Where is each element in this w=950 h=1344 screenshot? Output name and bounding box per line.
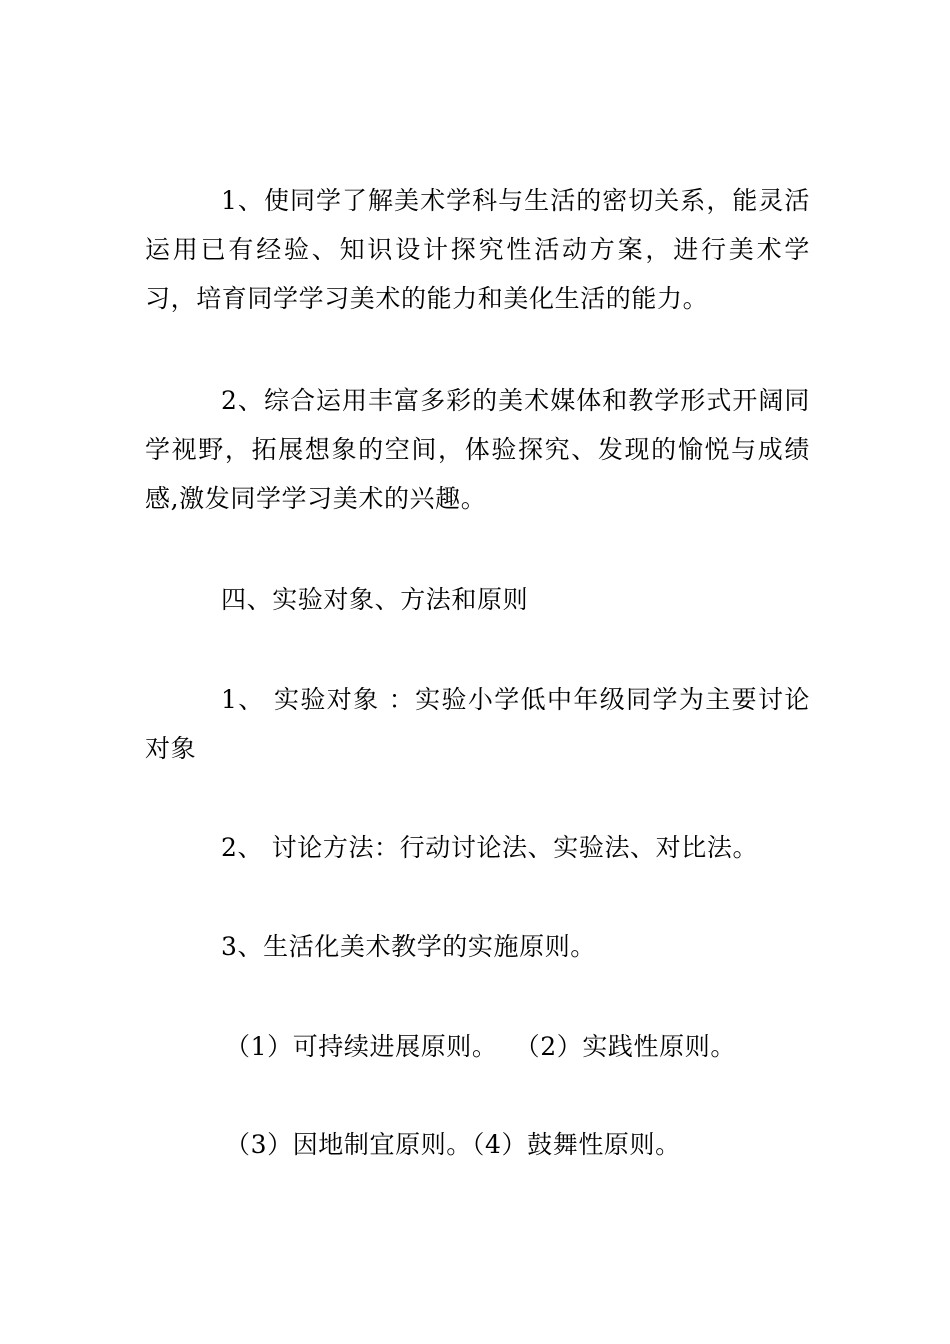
principle-item-4: （4）鼓舞性原则。 — [471, 1130, 681, 1159]
paragraph-objective-2: 2、综合运用丰富多彩的美术媒体和教学形式开阔同学视野，拓展想象的空间，体验探究、发现的愉悦与成绩感,激发同学学习美术的兴趣。 — [145, 386, 810, 513]
paragraph-experiment-subject: 1、 实验对象 ：实验小学低中年级同学为主要讨论对象 — [145, 685, 810, 763]
principle-item-3: （3）因地制宜原则。 — [225, 1130, 472, 1159]
paragraph-principles-intro: 3、生活化美术教学的实施原则。 — [221, 932, 596, 961]
principles-line-2 — [225, 1120, 785, 1169]
section-heading: 四、实验对象、方法和原则 — [221, 585, 529, 614]
principle-item-2: （2）实践性原则。 — [514, 1032, 736, 1061]
paragraph-objective-1: 1、使同学了解美术学科与生活的密切关系，能灵活运用已有经验、知识设计探究性活动方案，进行美术学习，培育同学学习美术的能力和美化生活的能力。 — [145, 186, 810, 313]
principle-item-1: （1）可持续进展原则。 — [225, 1032, 498, 1061]
principles-line-1 — [225, 1022, 785, 1071]
paragraph-research-method: 2、 讨论方法：行动讨论法、实验法、对比法。 — [221, 833, 759, 862]
